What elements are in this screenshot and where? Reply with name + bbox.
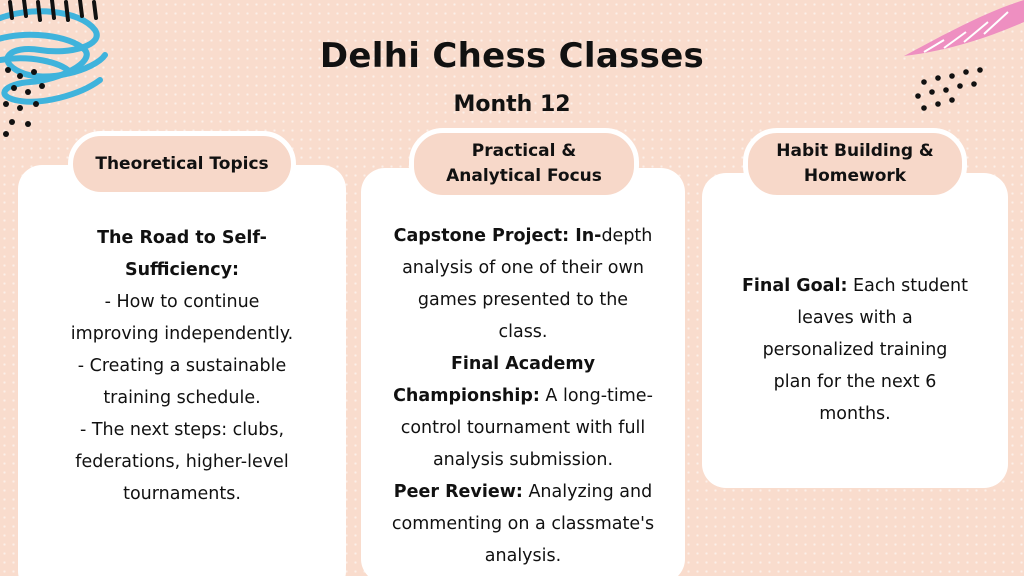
page-title: Delhi Chess Classes xyxy=(319,36,705,76)
body-line-text: class. xyxy=(498,322,548,342)
body-line xyxy=(370,508,676,540)
body-line-bold: Peer Review: xyxy=(393,482,523,502)
body-line xyxy=(712,366,998,398)
body-line xyxy=(712,270,998,302)
body-line-text: Each student xyxy=(847,276,969,296)
column-heading-habit xyxy=(743,128,967,200)
body-line-text: - The next steps: clubs, xyxy=(79,420,285,440)
body-line xyxy=(370,444,676,476)
body-line-text: analysis of one of their own xyxy=(402,258,644,278)
body-line xyxy=(712,334,998,366)
body-line xyxy=(712,302,998,334)
body-line xyxy=(370,252,676,284)
body-line xyxy=(30,222,334,254)
body-line xyxy=(370,412,676,444)
body-line xyxy=(370,284,676,316)
body-line xyxy=(30,446,334,478)
body-line xyxy=(370,476,676,508)
body-line-text: control tournament with full xyxy=(400,418,646,438)
body-line xyxy=(30,318,334,350)
column-heading-line: Analytical Focus xyxy=(446,166,602,186)
column-body-practical xyxy=(370,220,676,572)
body-line-text: training schedule. xyxy=(103,388,261,408)
body-line-text: Analyzing and xyxy=(522,482,653,502)
body-line-text: analysis submission. xyxy=(432,450,614,470)
column-heading-line: Practical & xyxy=(471,141,577,161)
body-line-text: federations, higher-level xyxy=(75,452,289,472)
body-line xyxy=(712,398,998,430)
body-line-text: personalized training xyxy=(762,340,948,360)
body-line xyxy=(370,348,676,380)
body-line xyxy=(30,382,334,414)
body-line-bold: The Road to Self- xyxy=(97,228,267,248)
body-line-bold: Final Academy xyxy=(450,354,596,374)
body-line xyxy=(30,414,334,446)
body-line xyxy=(30,254,334,286)
body-line-text: - How to continue xyxy=(104,292,260,312)
body-line-text: tournaments. xyxy=(123,484,241,504)
body-line xyxy=(370,220,676,252)
body-line xyxy=(370,316,676,348)
page-subtitle: Month 12 xyxy=(453,92,571,117)
body-line-bold: Final Goal: xyxy=(741,276,848,296)
column-heading-line: Homework xyxy=(803,166,907,186)
body-line-text: plan for the next 6 xyxy=(773,372,937,392)
body-line xyxy=(370,380,676,412)
body-line xyxy=(370,540,676,572)
body-line xyxy=(30,286,334,318)
body-line-text: months. xyxy=(819,404,891,424)
column-body-theoretical xyxy=(30,222,334,510)
body-line xyxy=(30,350,334,382)
body-line-bold: Championship: xyxy=(393,386,540,406)
column-heading-theoretical xyxy=(68,131,296,197)
column-heading-line: Theoretical Topics xyxy=(95,153,269,174)
body-line-text: games presented to the xyxy=(417,290,629,310)
column-body-habit xyxy=(712,270,998,430)
body-line-bold: Sufficiency: xyxy=(124,260,240,280)
body-line-text: - Creating a sustainable xyxy=(77,356,287,376)
column-heading-practical xyxy=(409,128,639,200)
body-line-text: leaves with a xyxy=(797,308,913,328)
column-heading-line: Habit Building & xyxy=(776,141,934,161)
body-line-bold: Capstone Project: In- xyxy=(393,226,602,246)
body-line-text: commenting on a classmate's xyxy=(391,514,655,534)
body-line xyxy=(30,478,334,510)
body-line-text: improving independently. xyxy=(70,324,294,344)
body-line-text: depth xyxy=(601,226,653,246)
body-line-text: A long-time- xyxy=(539,386,653,406)
body-line-text: analysis. xyxy=(484,546,562,566)
